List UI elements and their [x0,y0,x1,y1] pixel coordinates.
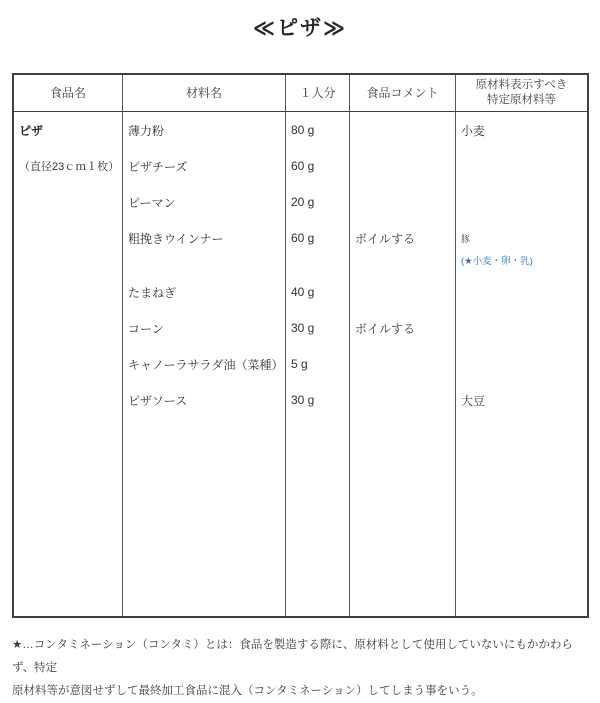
allergen-line: 大豆 [461,393,486,408]
ingredient-line: ピーマン [128,195,176,210]
amount-line: 20 g [291,195,315,209]
food-name-line [14,382,122,418]
allergen-column [456,112,587,616]
header-amount-label: １人分 [299,85,336,100]
food-name-line [14,220,122,256]
food-name-line [14,346,122,382]
comment-column [350,112,456,616]
allergen-line [456,184,587,220]
comment-spacer [350,256,455,274]
allergen-line-pork: 豚 [461,233,471,244]
amount-line: 30 g [291,393,315,407]
ingredient-line: キャノーラサラダ油（菜種） [128,357,284,372]
amount-line: 30 g [291,321,315,335]
amount-line: 60 g [291,231,315,245]
amount-spacer [286,256,349,274]
header-allergen-label-line2: 特定原材料等 [487,94,556,106]
ingredient-column [123,112,286,616]
comment-line: ボイルする [355,231,416,246]
amount-line: 40 g [291,285,315,299]
allergen-line [456,274,587,310]
allergen-line [456,148,587,184]
amount-line: 60 g [291,159,315,173]
amount-line: 80 g [291,123,315,137]
footnote-line-1: ★…コンタミネーション（コンタミ）とは：食品を製造する際に、原材料として使用していないにもかかわらず、特定 [12,639,573,674]
footnote-line-2: 原材料等が意図せずして最終加工食品に混入（コンタミネーション）してしまう事をいう。 [12,685,483,697]
allergen-line [456,310,587,346]
allergen-line [456,346,587,382]
food-name-line [14,310,122,346]
comment-line [350,346,455,382]
food-size-note: （直径23ｃｍ１枚） [19,161,120,173]
ingredient-line: ピザチーズ [128,159,188,174]
ingredient-line: たまねぎ [128,285,177,300]
header-allergen-label-line1: 原材料表示すべき [475,79,568,91]
comment-line [350,382,455,418]
food-name-column [14,112,123,616]
header-food-comment [350,75,456,112]
comment-line [350,184,455,220]
comment-line [350,148,455,184]
comment-line [350,274,455,310]
comment-line [350,112,455,148]
amount-column [286,112,350,616]
header-amount-per-person [286,75,350,112]
allergen-table [12,73,589,618]
comment-line: ボイルする [355,321,416,336]
header-specified-allergens [456,75,587,112]
header-ingredient-name-label: 材料名 [185,85,222,100]
food-name-line [14,274,122,310]
header-ingredient-name [123,75,286,112]
food-name-spacer [14,256,122,274]
amount-line: 5 g [291,357,308,371]
page-title: ≪ピザ≫ [253,17,347,40]
contamination-note: (★小麦・卵・乳) [461,256,533,267]
food-name-line [14,184,122,220]
ingredient-spacer [123,256,285,274]
allergen-line: 小麦 [461,123,486,138]
ingredient-line: コーン [128,321,164,336]
ingredient-line: 薄力粉 [128,123,165,138]
header-food-name [14,75,123,112]
ingredient-line: ピザソース [128,393,188,408]
header-food-name-label: 食品名 [49,85,86,100]
contamination-footnote [12,634,590,703]
header-comment-label: 食品コメント [366,85,439,100]
food-name: ピザ [19,123,44,138]
ingredient-line: 粗挽きウインナー [128,231,224,246]
